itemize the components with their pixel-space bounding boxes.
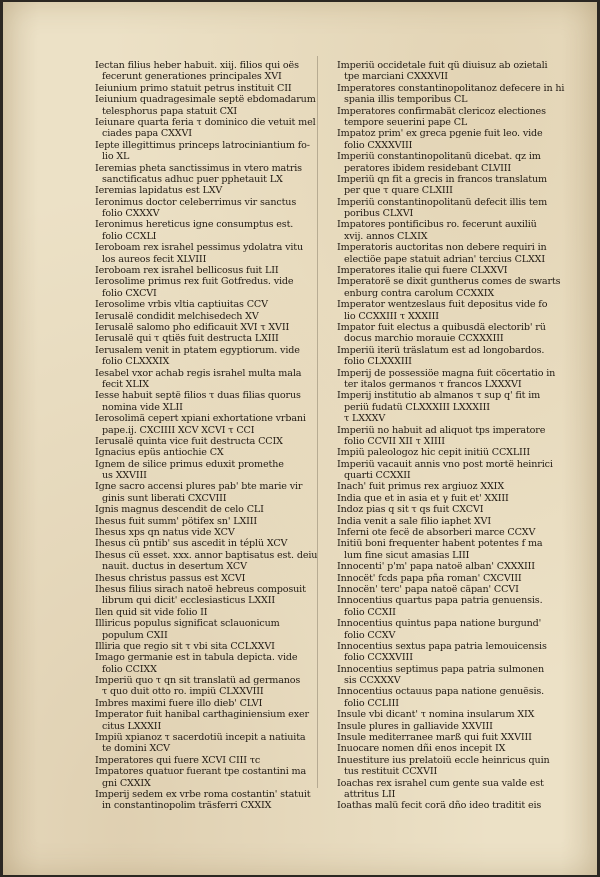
index-line: Ierusalë quinta vice fuit destructa CCIX — [95, 435, 283, 447]
index-line: Ierosolimä cepert xpiani exhortatione vrbani — [95, 413, 306, 425]
index-line: Imperij institutio ab almanos τ sup q' fit im — [337, 390, 541, 402]
index-line: Illiricus populus significat sclauonicum — [95, 618, 280, 630]
index-line: τ LXXXV — [344, 413, 386, 425]
index-line: Igne sacro accensi plures pab' bte marie vir — [95, 481, 303, 493]
index-line: folio CLXXXIII — [344, 356, 412, 368]
index-line: peratores ibidem residebant CLVIII — [344, 162, 512, 174]
index-line: librum qui dicit' ecclesiasticus LXXII — [102, 595, 275, 607]
index-line: Insule plures in galliavide XXVIII — [337, 720, 493, 732]
index-line: Innocentius quintus papa natione burgund' — [337, 618, 542, 630]
index-line: Ieroboam rex israhel bellicosus fuit LII — [95, 265, 279, 277]
index-line: Innocentius sextus papa patria lemouicensis — [337, 640, 547, 652]
index-line: Imperiü no habuit ad aliquot tps imperatore — [337, 424, 546, 436]
index-line: Ihesus cü esset. xxx. annor baptisatus est. deiu — [95, 549, 318, 561]
index-line: quarti CCXXII — [344, 470, 411, 482]
index-line: Imperij de possessiöe magna fuit cöcertatio in — [337, 367, 556, 379]
index-line: poribus CLXVI — [344, 208, 414, 220]
index-line: Ioathas malü fecit corä dño ideo traditit eis — [337, 800, 542, 812]
index-line: fecerunt generationes principales XVI — [102, 71, 282, 83]
index-line: ter italos germanos τ francos LXXXVI — [344, 378, 522, 390]
index-line: Ieronimus hereticus igne consumptus est. — [95, 219, 294, 231]
index-line: Innocët' fcds papa pña roman' CXCVIII — [337, 572, 522, 584]
index-line: tempore seuerini pape CL — [344, 116, 468, 128]
index-line: Imperij sedem ex vrbe roma costantin' statuit — [95, 789, 311, 800]
index-line: Ihesus filius sirach natoë hebreus composuit — [95, 583, 306, 595]
index-line: Ieremias lapidatus est LXV — [95, 185, 223, 197]
index-line: Ierusalë condidit melchisedech XV — [95, 310, 259, 322]
index-line: Imperatores italie qui fuere CLXXVI — [337, 265, 508, 277]
index-line: folio CCVII XII τ XIIII — [344, 435, 445, 447]
index-line: telesphorus papa statuit CXI — [102, 105, 238, 117]
index-line: Innocën' terc' papa natoë cäpan' CCVI — [337, 583, 519, 595]
index-line: Ieremias pheta sanctissimus in vtero matris — [95, 162, 302, 174]
index-line: Inuocare nomen dñi enos incepit IX — [337, 743, 506, 755]
index-line: electiöe pape statuit adrian' tercius CLXXI — [344, 253, 545, 265]
index-line: lio CCXXIII τ XXXIII — [344, 310, 439, 322]
index-line: nomina vide XLII — [102, 401, 183, 413]
index-column-left — [95, 60, 318, 812]
index-line: Insule vbi dicant' τ nomina insularum XIX — [337, 709, 535, 721]
index-line: tus restituit CCXVII — [344, 766, 438, 778]
index-line: Impatores quatuor fuerant tpe costantini ma — [95, 766, 307, 778]
index-line: folio CLXXXIX — [102, 356, 170, 368]
index-line: folio CCXV — [344, 629, 396, 641]
index-line: sis CCXXXV — [344, 675, 401, 687]
index-line: India venit a sale filio iaphet XVI — [337, 515, 491, 527]
index-line: Ierusalë salomo pho edificauit XVI τ XVII — [95, 321, 290, 333]
index-line: Initiü boni frequenter habent potentes f ma — [337, 538, 543, 550]
index-line: Ignacius epüs antiochie CX — [95, 447, 224, 459]
index-line: Ignem de silice primus eduxit promethe — [95, 458, 284, 470]
index-line: Ihesus fuit summ' pötifex sn' LXIII — [95, 515, 258, 527]
index-line: per que τ quare CLXIII — [344, 185, 453, 197]
index-line: Imperiü constantinopolitanü dicebat. qz im — [337, 151, 541, 163]
index-line: lio XL — [102, 151, 130, 163]
index-line: pape.ij. CXCIIII XCV XCVI τ CCI — [102, 424, 255, 436]
index-line: Imperatoris auctoritas non debere requiri in — [337, 242, 547, 254]
index-line: te domini XCV — [102, 743, 170, 755]
index-line: Imperator wentzeslaus fuit depositus vide fo — [337, 299, 548, 311]
index-line: Ihesus cü pntib' sus ascedit in téplü XCV — [95, 538, 288, 550]
index-line: Ierosolime vrbis vltia captiuitas CCV — [95, 299, 268, 311]
index-line: xvij. annos CLXIX — [344, 230, 428, 242]
index-line: τ quo duit otto ro. impiü CLXXVIII — [102, 686, 264, 698]
index-line: India que et in asia et γ fuit et' XXIII — [337, 492, 509, 504]
index-line: Imperiü vacauit annis vno post mortë heinrici — [337, 458, 553, 470]
index-line: Inuestiture ius prelatoiü eccle heinricus quin — [337, 754, 550, 766]
index-line: folio CCXLI — [102, 230, 157, 242]
index-line: gni CXXIX — [102, 777, 151, 789]
index-line: fecit XLIX — [102, 378, 149, 390]
index-line: folio CCLIII — [344, 697, 399, 709]
index-column-right — [337, 60, 565, 812]
index-line: Indoz pias q sit τ qs fuit CXCVI — [337, 504, 484, 516]
index-line: populum CXII — [102, 629, 168, 641]
index-line: Impiü xpianoz τ sacerdotiü incepit a natiuita — [95, 732, 306, 744]
index-line: Ihesus christus passus est XCVI — [95, 572, 246, 584]
index-line: folio CXCVI — [102, 287, 157, 299]
book-page — [3, 2, 597, 875]
index-line: Ieiunium quadragesimale septë ebdomadarum — [95, 94, 316, 106]
column-divider — [317, 56, 318, 788]
index-line: docus marchio morauie CCXXXIII — [344, 333, 504, 345]
index-line: in constantinopolim träsferri CXXIX — [102, 800, 272, 812]
index-line: Imbres maximi fuere illo dieb' CLVI — [95, 697, 263, 709]
index-line: Ignis magnus descendit de celo CLI — [95, 504, 264, 516]
index-line: Imperatores confirmabät clericoz electiones — [337, 105, 546, 117]
index-line: spania illis temporibus CL — [344, 94, 468, 106]
index-line: ginis sunt liberati CXCVIII — [102, 492, 227, 504]
index-line: Imago germanie est in tabula depicta. vide — [95, 652, 298, 664]
index-line: Ierosolime primus rex fuit Gotfredus. vide — [95, 276, 294, 288]
index-line: Innocenti' p'm' papa natoë alban' CXXXIII — [337, 561, 535, 573]
index-line: Illiria que regio sit τ vbi sita CCLXXVI — [95, 640, 275, 652]
index-line: Iepte illegittimus princeps latrociniantium fo- — [95, 139, 310, 151]
index-line: us XXVIII — [102, 470, 147, 482]
index-line: Ieiunium primo statuit petrus instituit CII — [95, 82, 292, 94]
index-line: periü fudatü CLXXXIII LXXXIII — [344, 401, 490, 413]
index-line: Imperator fuit hanibal carthaginiensium exer — [95, 709, 309, 721]
index-line: lum fine sicut amasias LIII — [344, 549, 470, 561]
index-line: citus LXXXII — [102, 720, 162, 732]
index-line: Iectan filius heber habuit. xiij. filios qui oës — [95, 60, 299, 71]
index-line: Imperiü quo τ qn sit translatü ad germanos — [95, 675, 301, 687]
index-line: Ilen quid sit vide folio II — [95, 606, 208, 618]
index-line: los aureos fecit XLVIII — [102, 253, 207, 265]
index-line: Ieroboam rex israhel pessimus ydolatra vitu — [95, 242, 303, 254]
index-line: Ieiunare quarta feria τ dominico die vetuit mel — [95, 116, 316, 128]
index-line: Insule mediterranee marß qui fuit XXVIII — [337, 732, 532, 744]
index-line: Iesse habuit septë filios τ duas filias quorus — [95, 390, 301, 402]
index-line: Inferni ote fecë de absorberi marce CCXV — [337, 527, 536, 539]
index-line: Imperiü constantinopolitanü defecit illis tem — [337, 196, 548, 208]
index-line: Innocentius septimus papa patria sulmonen — [337, 663, 544, 675]
index-line: Imperiü iterü träslatum est ad longobardos. — [337, 344, 545, 356]
index-line: Imperiü occidetale fuit qü diuisuz ab ozietali — [337, 60, 548, 71]
index-line: Imperatores qui fuere XCVI CIII τc — [95, 754, 261, 766]
index-line: attritus LII — [344, 789, 396, 800]
index-line: folio CXXXVIII — [344, 139, 413, 151]
index-line: Impiü paleologoz hic cepit initiü CCXLIII — [337, 447, 530, 459]
index-line: Imperiü qn fit a grecis in francos translatum — [337, 173, 547, 185]
index-line: Imperatores constantinopolitanoz defecere in hi — [337, 82, 565, 94]
index-line: Ieronimus doctor celeberrimus vir sanctus — [95, 196, 297, 208]
index-line: Ierusalem venit in ptatem egyptiorum. vide — [95, 344, 300, 356]
index-line: Iesabel vxor achab regis israhel multa mala — [95, 367, 302, 379]
index-line: ciades papa CXXVI — [102, 128, 192, 140]
index-line: Impatores pontificibus ro. fecerunt auxiliü — [337, 219, 537, 231]
index-line: sanctificatus adhuc puer pphetauit LX — [102, 173, 283, 185]
index-line: nauit. ductus in desertum XCV — [102, 561, 247, 573]
index-line: Ioachas rex israhel cum gente sua valde est — [337, 777, 544, 789]
index-line: Innocentius octauus papa natione genuësis. — [337, 686, 545, 698]
index-line: folio CXXXV — [102, 208, 160, 220]
index-line: Imperatorë se dixit guntherus comes de swarts — [337, 276, 561, 288]
index-line: Impator fuit electus a quibusdä electorib' rü — [337, 321, 546, 333]
index-line: Ierusalë qui τ qtiës fuit destructa LXIII — [95, 333, 279, 345]
index-line: folio CCXII — [344, 606, 396, 618]
index-line: Ihesus xps qn natus vide XCV — [95, 527, 235, 539]
index-line: Impatoz prim' ex greca pgenie fuit leo. vide — [337, 128, 543, 140]
index-line: Innocentius quartus papa patria genuensis. — [337, 595, 543, 607]
index-line: folio CCIXX — [102, 663, 157, 675]
index-line: Inach' fuit primus rex argiuoz XXIX — [337, 481, 505, 493]
index-line: tpe marciani CXXXVII — [344, 71, 448, 83]
index-line: folio CCXXVIII — [344, 652, 413, 664]
index-line: enburg contra carolum CCXXIX — [344, 287, 495, 299]
